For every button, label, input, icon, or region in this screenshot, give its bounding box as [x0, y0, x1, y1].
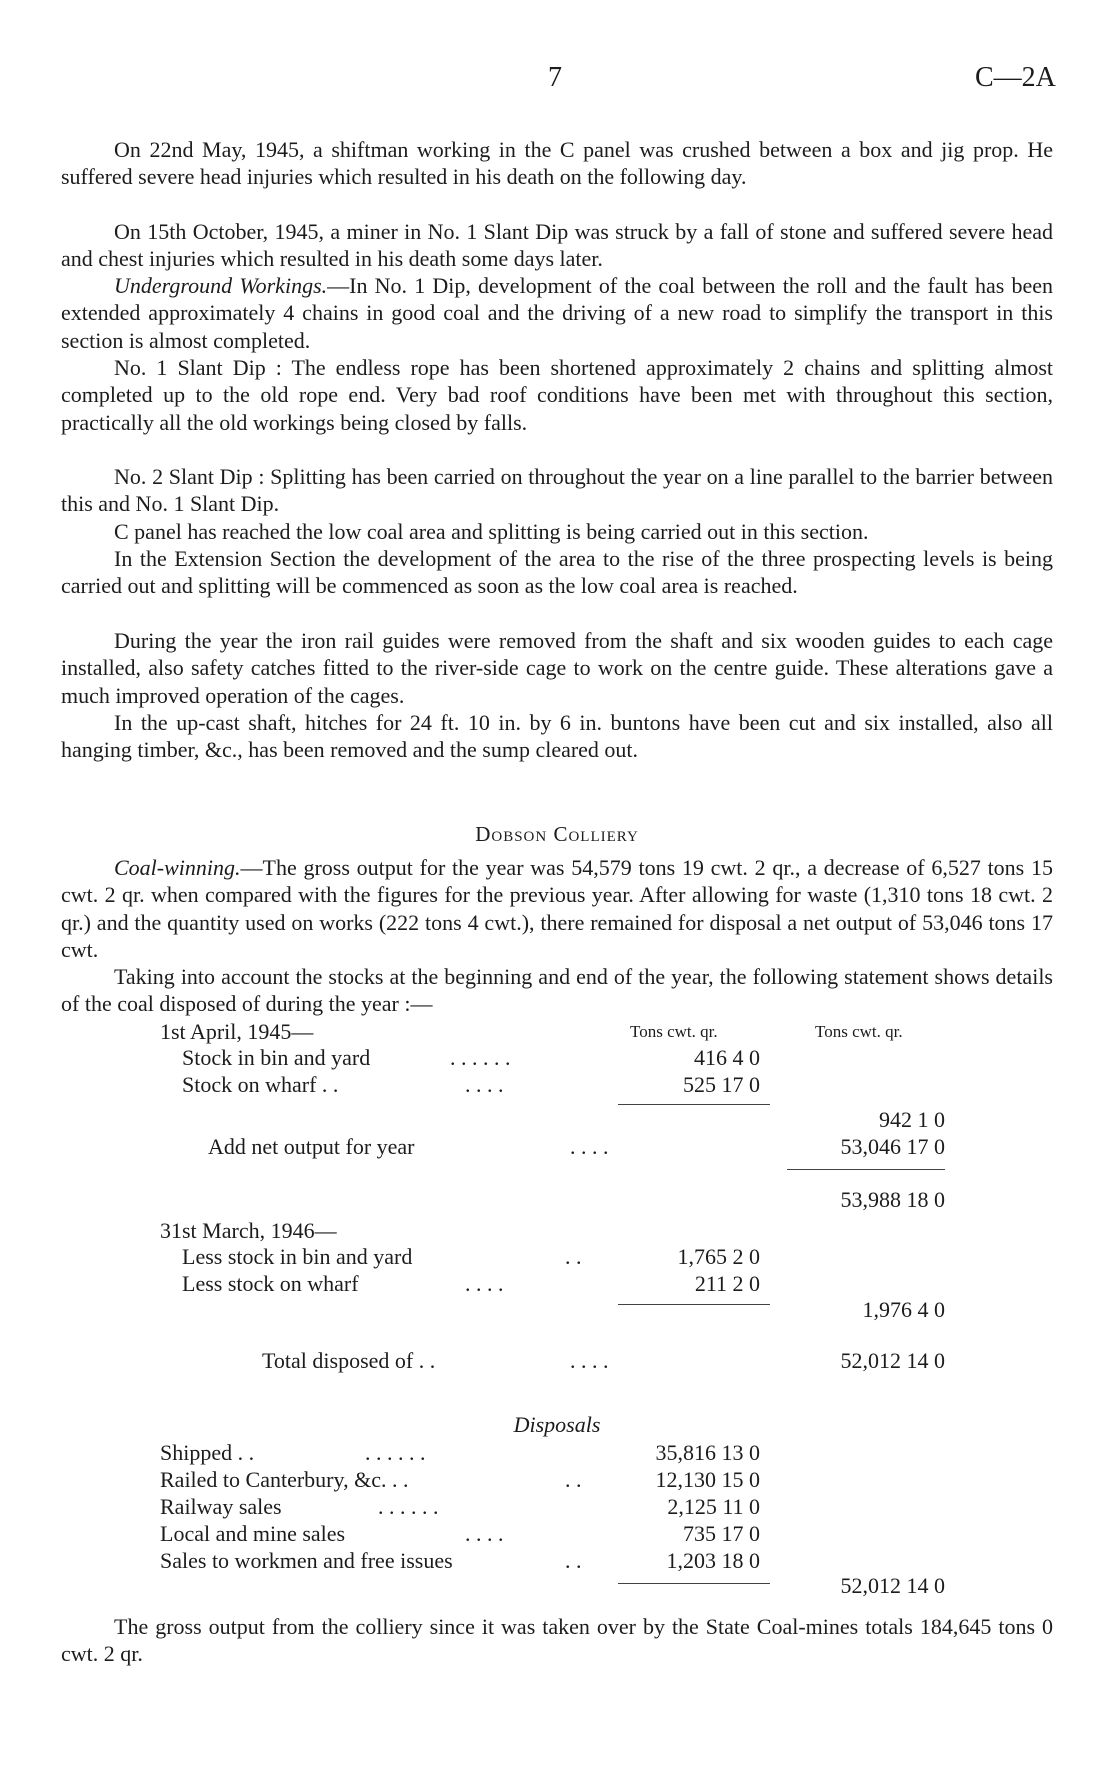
add-net-output-dots: . . . .: [570, 1134, 609, 1159]
rule: [787, 1169, 945, 1170]
date-opening: 1st April, 1945—: [160, 1019, 314, 1044]
total-available: 53,988 18 0: [840, 1187, 945, 1212]
paragraph-closing: The gross output from the colliery since it was taken over by the State Coal-mines totals 184,645 tons 0 cwt. 2 qr.: [61, 1614, 1053, 1667]
disposal-dots: . .: [565, 1467, 582, 1492]
disposal-dots: . . . . . .: [365, 1440, 426, 1465]
subtotal-closing-stock: 1,976 4 0: [862, 1297, 945, 1322]
coal-winning-label: Coal-winning.: [114, 855, 241, 880]
page-number: 7: [548, 62, 562, 93]
stock-bin-value: 416 4 0: [694, 1045, 760, 1070]
total-disposed-label: Total disposed of . .: [262, 1348, 436, 1373]
stock-bin-dots: . . . . . .: [450, 1045, 511, 1070]
rule: [618, 1104, 770, 1105]
column-header-1: Tons cwt. qr.: [630, 1022, 718, 1041]
disposal-label: Local and mine sales: [160, 1521, 346, 1546]
disposal-dots: . .: [565, 1548, 582, 1573]
disposal-label: Railway sales: [160, 1494, 282, 1519]
disposals-total: 52,012 14 0: [840, 1573, 945, 1598]
paragraph-underground-workings: [61, 272, 1053, 354]
paragraph-guides: During the year the iron rail guides were removed from the shaft and six wooden guides to each cage installed, also safety catches fitted to the river-side cage to work on the centre guide. These alterations gave a much improved operation of the cages.: [61, 628, 1053, 708]
disposal-label: Railed to Canterbury, &c. . .: [160, 1467, 409, 1492]
disposals-heading: Disposals: [513, 1412, 601, 1437]
disposal-value: 2,125 11 0: [667, 1494, 760, 1519]
paragraph-upcast-shaft: In the up-cast shaft, hitches for 24 ft. 10 in. by 6 in. buntons have been cut and six installed, also all hanging timber, &c., has been removed and the sump cleared out.: [61, 710, 1053, 763]
paragraph-c-panel: C panel has reached the low coal area and splitting is being carried out in this section.: [114, 519, 869, 544]
document-reference: C—2A: [975, 62, 1056, 93]
less-bin-dots: . .: [565, 1244, 582, 1269]
less-wharf-dots: . . . .: [465, 1271, 504, 1296]
disposal-value: 735 17 0: [683, 1521, 760, 1546]
disposal-dots: . . . .: [465, 1521, 504, 1546]
rule: [618, 1583, 770, 1584]
subtotal-stocks: 942 1 0: [879, 1107, 945, 1132]
less-wharf-label: Less stock on wharf: [182, 1271, 359, 1296]
underground-text: —In No. 1 Dip, development of the coal between the roll and the fault has been extended approximately 4 chains in good coal and the driving of a new road to simplify the transport in this section is almost completed.: [61, 273, 1053, 353]
disposal-value: 12,130 15 0: [655, 1467, 760, 1492]
column-header-2: Tons cwt. qr.: [815, 1022, 903, 1041]
underground-label: Underground Workings.: [114, 273, 328, 298]
add-net-output-value: 53,046 17 0: [840, 1134, 945, 1159]
paragraph-slant-dip-1: No. 1 Slant Dip : The endless rope has been shortened approximately 2 chains and splitting almost completed up to the old rope end. Very bad roof conditions have been met with throughout this section, practically all the old workings being closed by falls.: [61, 355, 1053, 435]
paragraph-extension-section: In the Extension Section the development of the area to the rise of the three prospecting levels is being carried out and splitting will be commenced as soon as the low coal area is reached.: [61, 546, 1053, 599]
total-disposed-dots: . . . .: [570, 1348, 609, 1373]
disposal-dots: . . . . . .: [378, 1494, 439, 1519]
stock-bin-label: Stock in bin and yard: [182, 1045, 371, 1070]
paragraph-coal-winning: [61, 854, 1053, 963]
total-disposed-value: 52,012 14 0: [840, 1348, 945, 1373]
less-bin-value: 1,765 2 0: [677, 1244, 760, 1269]
less-bin-label: Less stock in bin and yard: [182, 1244, 413, 1269]
disposal-value: 1,203 18 0: [666, 1548, 760, 1573]
paragraph-slant-dip-2: No. 2 Slant Dip : Splitting has been carried on throughout the year on a line parallel to the barrier between this and No. 1 Slant Dip.: [61, 464, 1053, 517]
stock-wharf-label: Stock on wharf . .: [182, 1072, 339, 1097]
date-closing: 31st March, 1946—: [160, 1218, 337, 1243]
stock-wharf-dots: . . . .: [465, 1072, 504, 1097]
coal-winning-text: —The gross output for the year was 54,579 tons 19 cwt. 2 qr., a decrease of 6,527 tons 15 cwt. 2 qr. when compared with the figures for the previous year. After allowing for waste (1,310 tons 18 cwt. 2 qr.) and the quantity used on works (222 tons 4 cwt.), there remained for disposal a net output of 53,046 tons 17 cwt.: [61, 855, 1053, 962]
section-heading: Dobson Colliery: [475, 822, 639, 846]
paragraph-shiftman-accident: On 22nd May, 1945, a shiftman working in the C panel was crushed between a box and jig prop. He suffered severe head injuries which resulted in his death on the following day.: [61, 137, 1053, 190]
paragraph-miner-accident: On 15th October, 1945, a miner in No. 1 Slant Dip was struck by a fall of stone and suffered severe head and chest injuries which resulted in his death some days later.: [61, 219, 1053, 272]
paragraph-statement-intro: Taking into account the stocks at the beginning and end of the year, the following statement shows details of the coal disposed of during the year :—: [61, 964, 1053, 1017]
disposal-label: Shipped . .: [160, 1440, 255, 1465]
disposal-value: 35,816 13 0: [655, 1440, 760, 1465]
disposal-label: Sales to workmen and free issues: [160, 1548, 453, 1573]
rule: [618, 1304, 770, 1305]
less-wharf-value: 211 2 0: [694, 1271, 760, 1296]
stock-wharf-value: 525 17 0: [683, 1072, 760, 1097]
add-net-output-label: Add net output for year: [208, 1134, 415, 1159]
